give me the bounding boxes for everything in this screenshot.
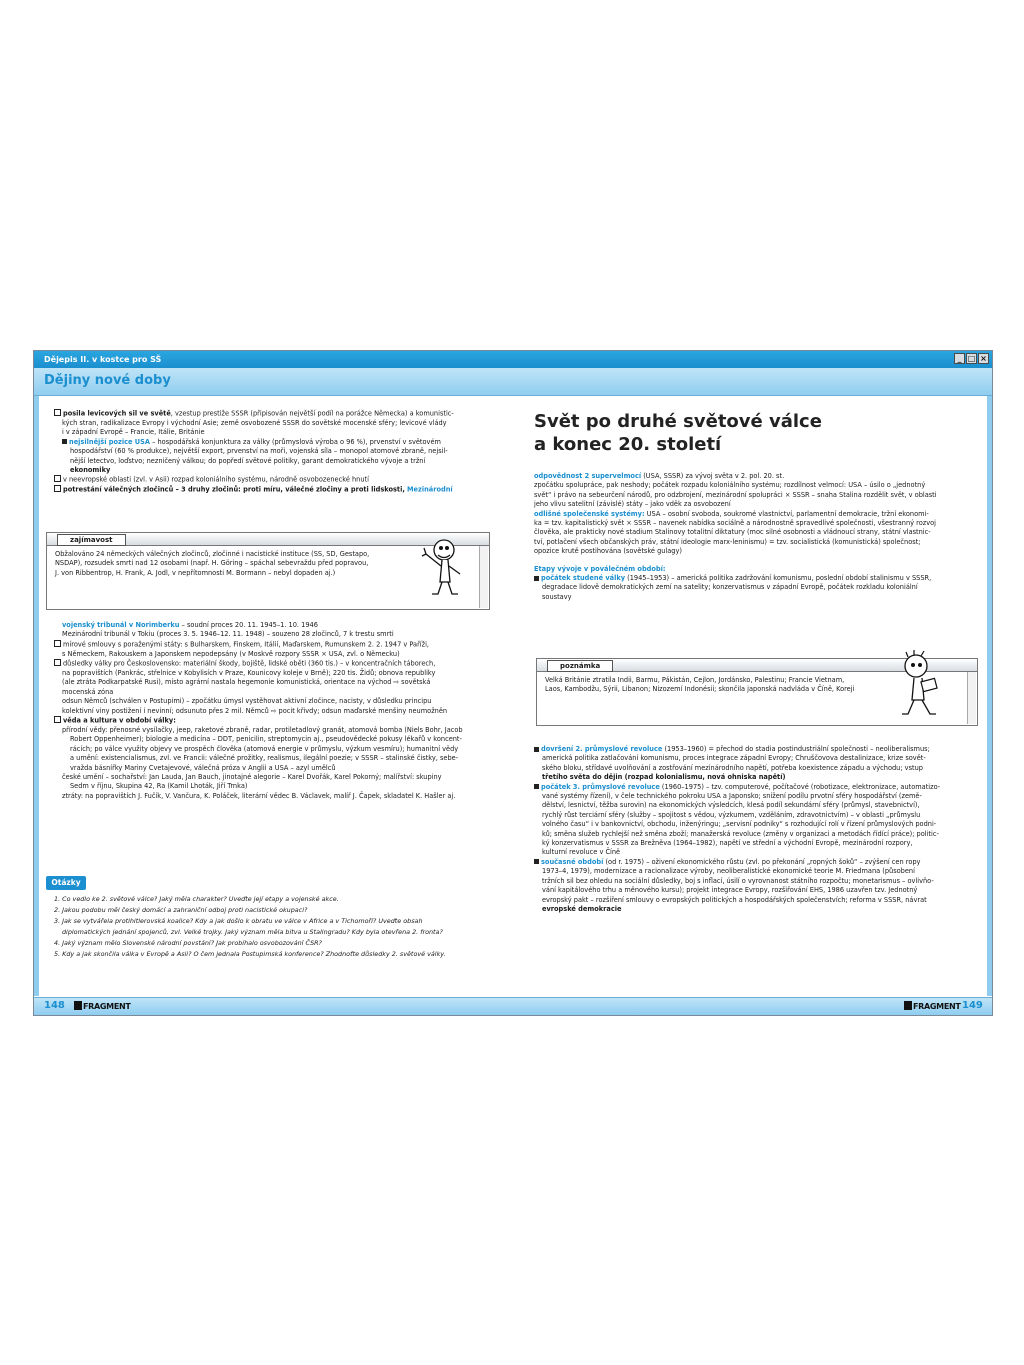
paragraph-line: vražda básnířky Mariny Cvetajevové, válečná próza v Anglii a USA – azyl umělců (70, 763, 336, 772)
paragraph-line: jeho vlivu satelitní (závislé) státy – jako vděk za osvobození (534, 500, 731, 509)
paragraph-line: opozice krutě postihována (sovětské gulagy) (534, 547, 682, 556)
window-controls (954, 353, 989, 364)
left-frame (34, 396, 39, 996)
page-footer (34, 997, 992, 1015)
note-label: zajímavost (57, 534, 126, 546)
note-label: poznámka (547, 660, 613, 672)
paragraph-line: soustavy (542, 592, 572, 601)
chapter-header (34, 368, 992, 396)
paragraph-line: ký konzervatismus v SSSR za Brežněva (1964–1982), napětí ve střední a východní Evropě, mezinárodní rozpory, (542, 839, 913, 848)
paragraph-treti: počátek 3. průmyslové revoluce (1960–1975) – tzv. computerové, počítačové (robotizace, elektronizace, automatizo- (534, 783, 979, 792)
paragraph-line: rychlý růst terciární sféry (služby – spojitost s vědou, výzkumem, vzděláním, zdravotnictvím) – v oblasti „průmyslu (542, 810, 921, 819)
paragraph-line: zpočátku spolupráce, pak neshody; počátek rozpadu koloniálního systému; rozdílnost velmocí: USA – úsilo o „jednotný (534, 481, 926, 490)
paragraph-usa: nejsilnější pozice USA – hospodářská konjunktura za války (průmyslová výroba o 96 %), prvenství v světovém (54, 438, 494, 447)
paragraph-line: ského bloku, střídavé uvolňování a zostřování mezinárodního napětí, potřeba koexistence západu a východu; vstup (542, 763, 923, 772)
paragraph-mirove: mírové smlouvy s poraženými státy: s Bulharskem, Finskem, Itálií, Maďarskem, Rumunskem 2. 2. 1947 v Paříži, (54, 640, 494, 650)
question-item: 5. Kdy a jak skončila válka v Evropě a Asii? O čem jednala Postupimská konference? Zhodnoťte důsledky 2. světové války. (54, 950, 446, 958)
paragraph-line: volného času“ i v bankovnictví, obchodu, inženýringu; „servisní podniky“ s rozhodující rolí v řízení průmyslových podni- (542, 820, 937, 829)
questions-label: Otázky (46, 876, 86, 890)
paragraph-line: rácích; po válce využity objevy ve prospěch člověka (atomová energie v průmyslu, výzkum vesmíru); humanitní vědy (70, 744, 459, 753)
paragraph-neevropske: v neevropské oblasti (zvl. v Asii) rozpad koloniálního systému, národně osvobozenecké hnutí (54, 475, 494, 485)
paragraph-line: ka = tzv. kapitalistický svět × SSSR – navenek nabídka sociálně a národnostně spravedlivé společnosti, všestranný rozvoj (534, 519, 936, 528)
window-title: Dějepis II. v kostce pro SŠ (44, 355, 162, 364)
paragraph-line: evropské demokracie (542, 904, 622, 913)
paragraph-line: s Německem, Rakouskem a Japonskem nepodepsány (v Moskvě rozpory SSSR × USA, zvl. o Německu) (62, 649, 400, 658)
paragraph-tokio: Mezinárodní tribunál v Tokiu (proces 3. 5. 1946–12. 11. 1948) – souzeno 28 zločinců, 7 k trestu smrti (62, 630, 394, 639)
paragraph-line: na popravištích (Pankrác, střelnice v Kobylisích v Praze, Kounicovy koleje v Brně); 220 tis. Židů; obnova republiky (62, 669, 436, 678)
waving-figure-icon (414, 534, 470, 598)
page-title: Svět po druhé světové válce a konec 20. století (534, 411, 822, 455)
paragraph-line: degradace lidově demokratických zemí na satelity; konzervatismus v západní Evropě, počátek rozkladu koloniální (542, 583, 918, 592)
note-scrollbar[interactable] (967, 672, 976, 724)
right-column-top (534, 472, 979, 602)
paragraph-druha: dovršení 2. průmyslové revoluce (1953–1960) = přechod do stadia postindustriální společnosti – neoliberalismus; (534, 745, 979, 754)
paragraph-line: svět“ i právo na sebeurčení národů, pro odzbrojení, mezinárodní spolupráci × SSSR – snaha Stalina rozdělit svět, v oblasti (534, 490, 937, 499)
question-item: diplomatických jednání spojenců, zvl. Velké trojky. Jaký význam měla bitva u Stalingradu? Kdy byla otevřena 2. fronta? (62, 928, 443, 936)
paragraph-line: hospodářství (60 % produkce), největší export, prvenství na moři, vojenská síla – monopol atomové zbraně, nejsil- (70, 447, 448, 456)
left-page-number: 148 (44, 1000, 65, 1011)
brand-logo-left: FRAGMENT (74, 1001, 131, 1011)
question-item: 2. Jakou podobu měl český domácí a zahraniční odboj proti nacistické okupaci? (54, 906, 308, 914)
paragraph-soucasne: současné období (od r. 1975) – oživení ekonomického růstu (zvl. po překonání „ropných šoků“ – zvýšení cen ropy (534, 858, 979, 867)
paragraph-line: přírodní vědy: přenosné vysílačky, jeep, raketové zbraně, radar, protiletadlový granát, atomová bomba (Niels Bohr, Jacob (62, 725, 463, 734)
paragraph-line: (ale ztráta Podkarpatské Rusi), místo agrární nastala hegemonie komunistická, orientace na východ ⇨ sovětská (62, 678, 431, 687)
paragraph-line: a umění: existencialismus, zvl. ve Francii: válečné prožitky, realismus, ilegální poezie; v SSSR – stalinské čistky, sebe- (70, 754, 459, 763)
paragraph-posila: posila levicových sil ve světě, vzestup prestiže SSSR (připisován největší podíl na porážce Německa) a komunistic- (54, 409, 494, 419)
reading-figure-icon (894, 648, 950, 718)
note-body: Obžalováno 24 německých válečných zločinců, zločinné i nacistické instituce (SS, SD, Gestapo, NSDAP), rozsudek smrti nad 12 osobami (např. H. Göring – spáchal sebevraždu před popravou, J. von Ribbentrop, H. Frank, A. Jodl, v nepřítomnosti M. Bormann – nebyl dopaden aj.) (55, 550, 370, 577)
questions-list (54, 894, 494, 960)
section-heading: Etapy vývoje v poválečném období: (534, 564, 666, 573)
paragraph-studena: počátek studené války (1945–1953) – americká politika zadržování komunismu, poslední období stalinismu v SSSR, (534, 574, 979, 583)
note-body: Velká Británie ztratila Indii, Barmu, Pákistán, Cejlon, Jordánsko, Palestinu; Francie Vietnam, Laos, Kambodžu, Sýrii, Libanon; Nizozemí Indonésii; skončila japonská nadvláda v Číně, Koreji (545, 676, 855, 694)
paragraph-line: ků; směna služeb rychlejší než směna zboží; manažerská revoluce (změny v organizaci a metodách řídící práce); politic- (542, 829, 939, 838)
brand-logo-right: FRAGMENT (904, 1001, 961, 1011)
left-column-top (54, 409, 494, 495)
paragraph-line: Robert Oppenheimer); biologie a medicína – DDT, penicilin, streptomycin aj., pseudovědecké pokusy lékařů v koncent- (70, 735, 462, 744)
close-icon: × (978, 353, 989, 364)
minimize-icon: _ (954, 353, 965, 364)
question-item: 1. Co vedlo ke 2. světové válce? Jaký měla charakter? Uveďte její etapy a vojenské akce. (54, 895, 339, 903)
paragraph-tribunal: vojenský tribunál v Norimberku – soudní proces 20. 11. 1945–1. 10. 1946 (62, 621, 318, 629)
paragraph-line: kolektivní viny postižení i nevinní; odsunuto přes 2 mil. Němců ⇨ pocit křivdy; odsun maďarské menšiny neumožněn (62, 706, 448, 715)
right-frame (987, 396, 992, 996)
question-item: 3. Jak se vytvářela protihitlerovská koalice? Kdy a jak došlo k obratu ve válce v Africe a v Tichomoří? Uveďte obsah (54, 917, 423, 925)
paragraph-line: vání kapitálového trhu a měnového kursu); projekt integrace Evropy, rozšiřování EHS, 1986 uzavřen tzv. Jednotný (542, 886, 918, 895)
left-column-middle (54, 621, 494, 801)
paragraph-odlisne: odlišné společenské systémy: USA – osobní svoboda, soukromé vlastnictví, parlamentní demokracie, tržní ekonomi- (534, 509, 929, 518)
paragraph-veda: věda a kultura v období války: (54, 716, 494, 726)
paragraph-potrestani: potrestání válečných zločinců – 3 druhy zločinů: proti míru, válečné zločiny a proti lidskosti, Mezinárodní (54, 485, 494, 495)
paragraph-line: nější letectvo, loďstvo; nezničený válkou; do popředí světové politiky, garant demokratického vývoje a tržní (70, 456, 426, 465)
paragraph-odpovednost: odpovědnost 2 supervelmocí (USA, SSSR) za vývoj světa v 2. pol. 20. st. (534, 472, 785, 480)
right-column-bottom (534, 745, 979, 914)
paragraph-line: člověka, ale prakticky nové stadium Stalinovy totalitní diktatury (moc silné osobnosti a vládnoucí strany, státní vlastnic- (534, 528, 931, 537)
paragraph-line: Sedm v říjnu, Skupina 42, Ra (Kamil Lhoták, Jiří Trnka) (70, 782, 248, 791)
question-item: 4. Jaký význam mělo Slovenské národní povstání? Jak probíhalo osvobozování ČSR? (54, 939, 322, 947)
paragraph-line: mocenská zóna (62, 687, 114, 696)
paragraph-line: české umění – sochařství: Jan Lauda, Jan Bauch, jinotajné alegorie – Karel Dvořák, Karel Pokorný; malířství: skupiny (62, 773, 442, 781)
paragraph-line: evropský pakt – rozšíření smlouvy o evropských politických a hospodářských společenstvích; reforma v SSSR, návrat (542, 895, 927, 904)
paragraph-line: vané systémy řízení), v čele technického pokroku USA a Japonsko; snížení podílu prvotní sféry hospodářství (země- (542, 792, 922, 801)
paragraph-line: třetího světa do dějin (rozpad kolonialismu, nová ohniska napětí) (542, 773, 786, 782)
paragraph-line: tví, potlačení všech občanských práv, státní ideologie marx-leninismu) = tzv. socialistická (komunistická) společnost; (534, 537, 921, 546)
paragraph-line: i v západní Evropě – Francie, Itálie, Británie (62, 428, 205, 437)
paragraph-line: kulturní revoluce v Číně (542, 848, 621, 857)
paragraph-dusledky: důsledky války pro Československo: materiální škody, bojiště, lidské oběti (360 tis.) – v koncentračních táborech, (54, 659, 494, 669)
paragraph-line: dělství, lesnictví, těžba surovin) na ekonomických výsledcích, klesá podíl sekundární sféry (průmysl, stavebnictví), (542, 801, 920, 810)
right-page-number: 149 (962, 1000, 983, 1011)
window-titlebar (34, 351, 992, 368)
maximize-icon: □ (967, 354, 976, 363)
paragraph-line: kých stran, radikalizace Evropy i východní Asie; země osvobozené SSSR do sovětské mocenské sféry; levicové vlády (62, 418, 447, 427)
paragraph-line: ekonomiky (70, 465, 111, 474)
chapter-title: Dějiny nové doby (44, 373, 171, 388)
paragraph-line: ztráty: na popravištích J. Fučík, V. Vančura, K. Poláček, literární vědec B. Václavek, malíř J. Čapek, skladatel K. Hašler aj. (62, 791, 456, 800)
paragraph-line: tržních sil bez ohledu na sociální důsledky, boj s inflací, úsilí o vyrovnanost státního rozpočtu; monetarismus – ovlivňo- (542, 876, 934, 885)
paragraph-line: 1973–4, 1979), modernizace a racionalizace výroby, neoliberalistické ekonomické teorie M. Friedmana (působení (542, 867, 915, 876)
paragraph-line: americká politika zatlačování komunismu, proces integrace západní Evropy; Chruščovova destalinizace, krize sovět- (542, 754, 926, 763)
note-scrollbar[interactable] (479, 546, 488, 608)
paragraph-odsun: odsun Němců (schválen v Postupimi) – zpočátku úmysl vystěhovat aktivní zločince, nacisty, v důsledku principu (62, 697, 432, 706)
